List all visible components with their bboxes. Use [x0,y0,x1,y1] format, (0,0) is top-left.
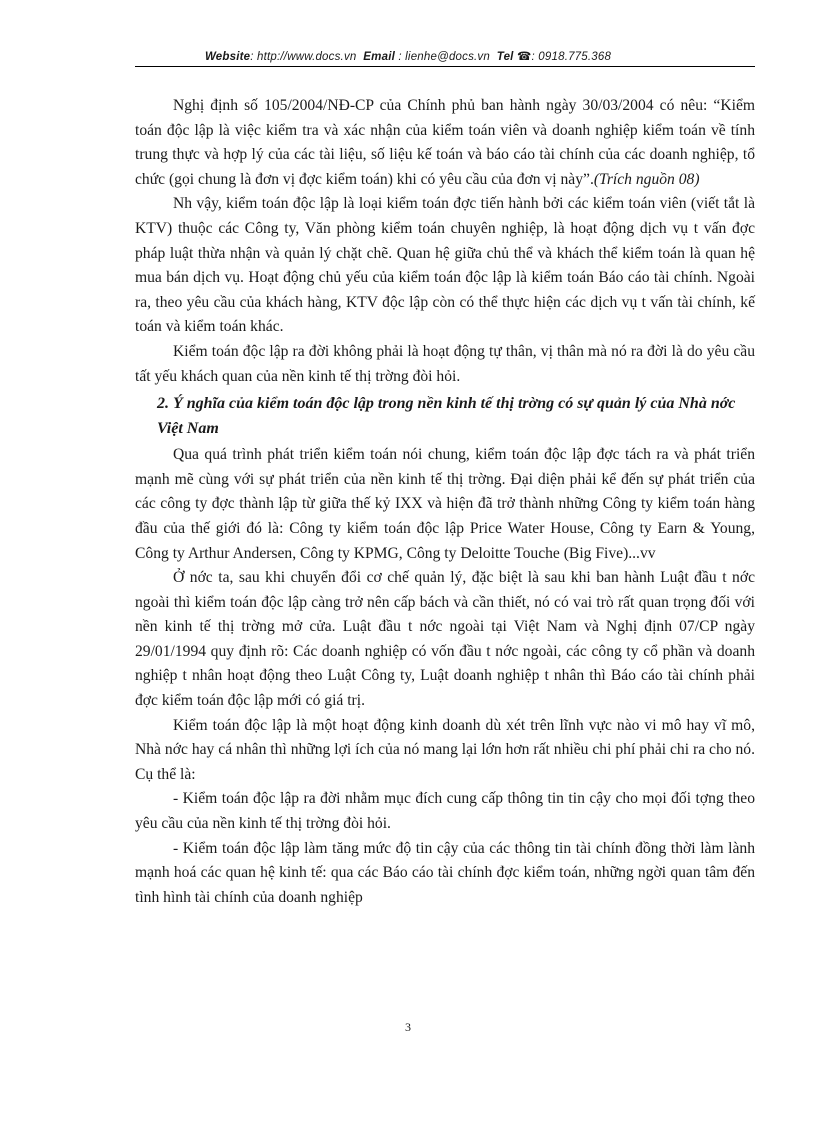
email-value: : lienhe@docs.vn [398,51,490,63]
paragraph-6: Kiểm toán độc lập là một hoạt động kinh doanh dù xét trên lĩnh vực nào vi mô hay vĩ mô, Nhà nớc hay cá nhân thì những lợi ích của nó mang lại lớn hơn rất nhiều chi phí phải chi ra cho nó. Cụ thể là: [135,716,755,783]
paragraph-3: Kiểm toán độc lập ra đời không phải là hoạt động tự thân, vị thân mà nó ra đời là do yêu cầu tất yếu khách quan của nền kinh tế thị trờng đòi hỏi. [135,342,755,385]
page-header [0,49,816,63]
citation: (Trích nguồn 08) [593,170,700,188]
document-body [135,94,755,910]
website-value: : http://www.docs.vn [250,51,357,63]
tel-value: : 0918.775.368 [531,51,612,63]
section-heading: 2. Ý nghĩa của kiểm toán độc lập trong nền kinh tế thị trờng có sự quản lý của Nhà nớc Việt Nam [157,395,736,438]
header-rule [135,66,755,67]
paragraph-4: Qua quá trình phát triển kiểm toán nói chung, kiểm toán độc lập đợc tách ra và phát triển mạnh mẽ cùng với sự phát triển của nền kinh tế thị trờng. Đại diện phải kể đến sự phát triển của các công ty đợc thành lập từ giữa thế kỷ IXX và hiện đã trở thành những Công ty kiểm toán hàng đầu của thế giới đó là: Công ty kiểm toán độc lập Price Water House, Công ty Earn & Young, Công ty Arthur Andersen, Công ty KPMG, Công ty Deloitte Touche (Big Five)...vv [135,446,755,562]
paragraph-2: Nh vậy, kiểm toán độc lập là loại kiểm toán đợc tiến hành bởi các kiểm toán viên (viết tắt là KTV) thuộc các Công ty, Văn phòng kiểm toán chuyên nghiệp, là hoạt động dịch vụ t vấn đợc pháp luật thừa nhận và quản lý chặt chẽ. Quan hệ giữa chủ thể và khách thể kiểm toán là quan hệ mua bán dịch vụ. Hoạt động chủ yếu của kiểm toán độc lập là kiểm toán Báo cáo tài chính. Ngoài ra, theo yêu cầu của khách hàng, KTV độc lập còn có thể thực hiện các dịch vụ t vấn tài chính, kế toán và kiểm toán khác. [135,195,755,336]
paragraph-1 [135,94,755,192]
paragraph-7: - Kiểm toán độc lập ra đời nhằm mục đích cung cấp thông tin tin cậy cho mọi đối tợng theo yêu cầu của nền kinh tế thị trờng đòi hỏi. [135,790,755,833]
paragraph-8: - Kiểm toán độc lập làm tăng mức độ tin cậy của các thông tin tài chính đồng thời làm lành mạnh hoá các quan hệ kinh tế: qua các Báo cáo tài chính đợc kiểm toán, những ngời quan tâm đến tình hình tài chính của doanh nghiệp [135,839,755,906]
website-label: Website [204,51,251,63]
page-number: 3 [405,1020,411,1034]
paragraph-1-text: Nghị định số 105/2004/NĐ-CP của Chính phủ ban hành ngày 30/03/2004 có nêu: “Kiểm toán độc lập là việc kiểm tra và xác nhận của kiểm toán viên và doanh nghiệp kiểm toán về tính trung thực và hợp lý của các tài liệu, số liệu kế toán và báo cáo tài chính của các doanh nghiệp, tổ chức (gọi chung là đơn vị đợc kiểm toán) khi có yêu cầu của đơn vị này”. [135,97,755,188]
paragraph-5: Ở nớc ta, sau khi chuyển đổi cơ chế quản lý, đặc biệt là sau khi ban hành Luật đầu t nớc ngoài thì kiểm toán độc lập càng trở nên cấp bách và cần thiết, nó có vai trò rất quan trọng đối với nền kinh tế thị trờng mở cửa. Luật đầu t nớc ngoài tại Việt Nam và Nghị định 07/CP ngày 29/01/1994 quy định rõ: Các doanh nghiệp có vốn đầu t nớc ngoài, các công ty cổ phần và doanh nghiệp t nhân hoạt động theo Luật Công ty, Luật doanh nghiệp t nhân thì Báo cáo tài chính phải đợc kiểm toán độc lập mới có giá trị. [135,569,755,710]
email-label: Email [363,51,395,63]
phone-icon: ☎ [516,51,532,63]
tel-label: Tel [496,51,514,63]
